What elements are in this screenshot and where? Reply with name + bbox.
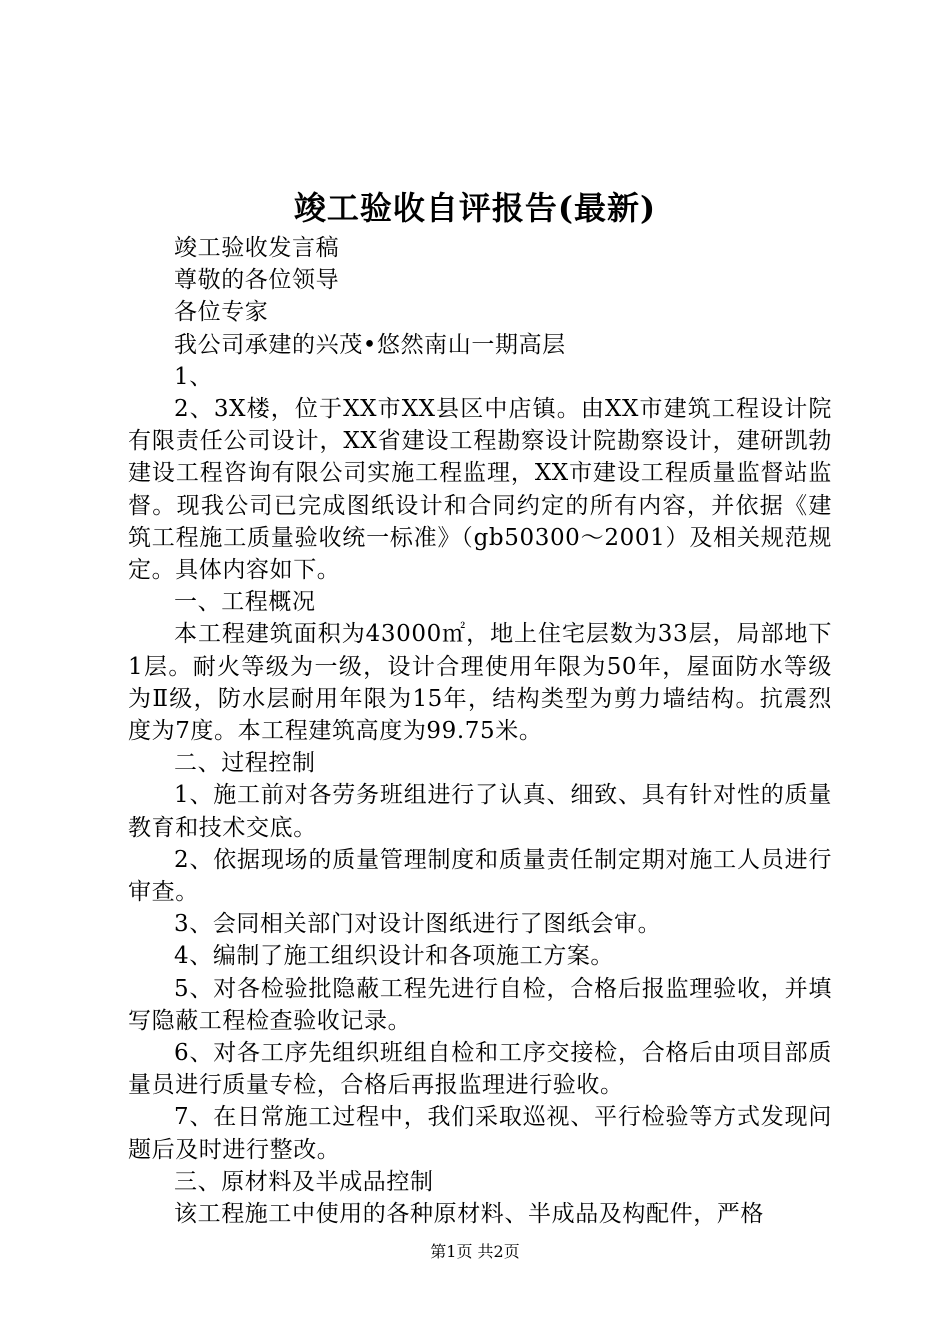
- list-item: 7、在日常施工过程中，我们采取巡视、平行检验等方式发现问题后及时进行整改。: [128, 1104, 832, 1163]
- paragraph: 该工程施工中使用的各种原材料、半成品及构配件，严格: [174, 1201, 764, 1228]
- list-item: 4、编制了施工组织设计和各项施工方案。: [174, 943, 615, 970]
- page-footer: 第1页 共2页: [430, 1242, 520, 1261]
- paragraph: 尊敬的各位领导: [174, 267, 340, 294]
- section-heading: 二、过程控制: [174, 750, 316, 777]
- list-item: 5、对各检验批隐蔽工程先进行自检，合格后报监理验收，并填写隐蔽工程检查验收记录。: [128, 975, 832, 1034]
- paragraph: 1、: [174, 363, 213, 390]
- section-heading: 三、原材料及半成品控制: [174, 1168, 434, 1195]
- list-item: 6、对各工序先组织班组自检和工序交接检，合格后由项目部质量员进行质量专检，合格后再报监理进行验收。: [128, 1040, 832, 1099]
- document-title: 竣工验收自评报告(最新): [293, 189, 657, 227]
- document-body: [128, 232, 832, 1230]
- paragraph: 各位专家: [174, 299, 269, 326]
- section-heading: 一、工程概况: [174, 589, 316, 616]
- list-item: 3、会同相关部门对设计图纸进行了图纸会审。: [174, 911, 662, 938]
- paragraph: 我公司承建的兴茂•悠然南山一期高层: [174, 331, 566, 358]
- paragraph: 竣工验收发言稿: [174, 235, 340, 261]
- list-item: 2、依据现场的质量管理制度和质量责任制定期对施工人员进行审查。: [128, 846, 832, 906]
- paragraph: 本工程建筑面积为43000㎡，地上住宅层数为33层，局部地下1层。耐火等级为一级，设计合理使用年限为50年，屋面防水等级为Ⅱ级，防水层耐用年限为15年，结构类型为剪力墙结构。抗震烈度为7度。本工程建筑高度为99.75米。: [128, 621, 832, 745]
- list-item: 1、施工前对各劳务班组进行了认真、细致、具有针对性的质量教育和技术交底。: [128, 782, 832, 841]
- paragraph: 2、3X楼，位于XX市XX县区中店镇。由XX市建筑工程设计院有限责任公司设计，XX省建设工程勘察设计院勘察设计，建研凯勃建设工程咨询有限公司实施工程监理，XX市建设工程质量监督站监督。现我公司已完成图纸设计和合同约定的所有内容，并依据《建筑工程施工质量验收统一标准》（gb50300～2001）及相关规范规定。具体内容如下。: [128, 396, 832, 584]
